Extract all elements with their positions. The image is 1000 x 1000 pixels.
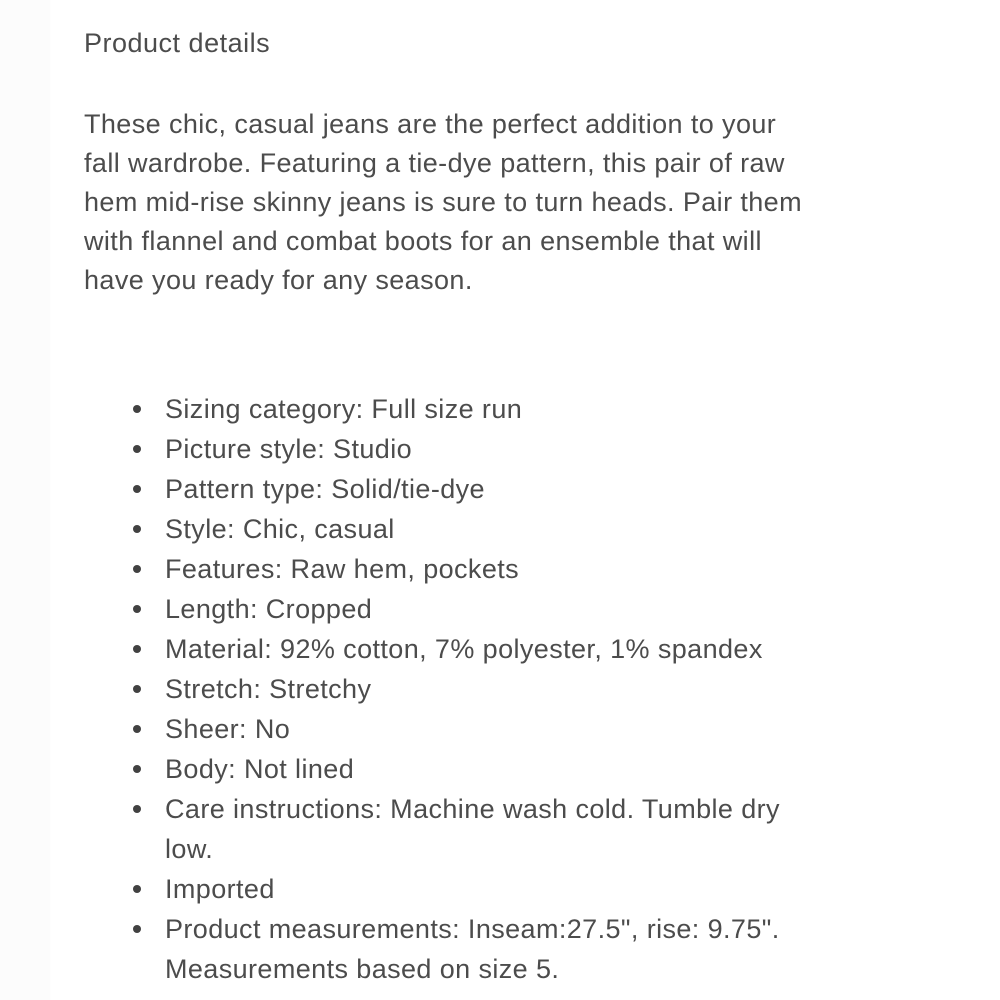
attribute-line: Features: Raw hem, pockets — [165, 554, 520, 584]
attribute-list-item — [84, 469, 912, 509]
attribute-line: Sheer: No — [165, 714, 291, 744]
bullet-icon — [133, 765, 141, 773]
attribute-line: Body: Not lined — [165, 754, 355, 784]
product-description — [84, 105, 912, 300]
attribute-line: Sizing category: Full size run — [165, 394, 523, 424]
attribute-list-item — [84, 509, 912, 549]
product-attributes-list — [84, 389, 912, 989]
attribute-line: Measurements based on size 5. — [165, 954, 560, 984]
bullet-icon — [133, 405, 141, 413]
attribute-list-item — [84, 909, 912, 989]
attribute-list-item — [84, 709, 912, 749]
description-line: These chic, casual jeans are the perfect addition to your — [84, 109, 777, 139]
attribute-line: Pattern type: Solid/tie-dye — [165, 474, 485, 504]
bullet-icon — [133, 525, 141, 533]
bullet-icon — [133, 805, 141, 813]
attribute-line: Material: 92% cotton, 7% polyester, 1% spandex — [165, 634, 763, 664]
bullet-icon — [133, 885, 141, 893]
description-line: fall wardrobe. Featuring a tie-dye pattern, this pair of raw — [84, 148, 785, 178]
attribute-list-item — [84, 389, 912, 429]
attribute-list-item — [84, 789, 912, 869]
attribute-list-item — [84, 869, 912, 909]
bullet-icon — [133, 925, 141, 933]
description-line: have you ready for any season. — [84, 265, 473, 295]
attribute-list-item — [84, 669, 912, 709]
attribute-list-item — [84, 749, 912, 789]
bullet-icon — [133, 645, 141, 653]
attribute-line: Length: Cropped — [165, 594, 373, 624]
attribute-line: Care instructions: Machine wash cold. Tumble dry — [165, 794, 780, 824]
bullet-icon — [133, 565, 141, 573]
bullet-icon — [133, 725, 141, 733]
attribute-list-item — [84, 429, 912, 469]
bullet-icon — [133, 605, 141, 613]
attribute-list-item — [84, 549, 912, 589]
attribute-list-item — [84, 629, 912, 669]
attribute-list-item — [84, 589, 912, 629]
attribute-line: Picture style: Studio — [165, 434, 413, 464]
attribute-line: low. — [165, 834, 214, 864]
product-details-heading: Product details — [84, 28, 271, 58]
attribute-line: Product measurements: Inseam:27.5", rise: 9.75". — [165, 914, 780, 944]
description-line: hem mid-rise skinny jeans is sure to turn heads. Pair them — [84, 187, 802, 217]
attribute-line: Imported — [165, 874, 275, 904]
attribute-line: Style: Chic, casual — [165, 514, 395, 544]
attribute-line: Stretch: Stretchy — [165, 674, 372, 704]
bullet-icon — [133, 445, 141, 453]
description-line: with flannel and combat boots for an ensemble that will — [84, 226, 762, 256]
bullet-icon — [133, 485, 141, 493]
bullet-icon — [133, 685, 141, 693]
